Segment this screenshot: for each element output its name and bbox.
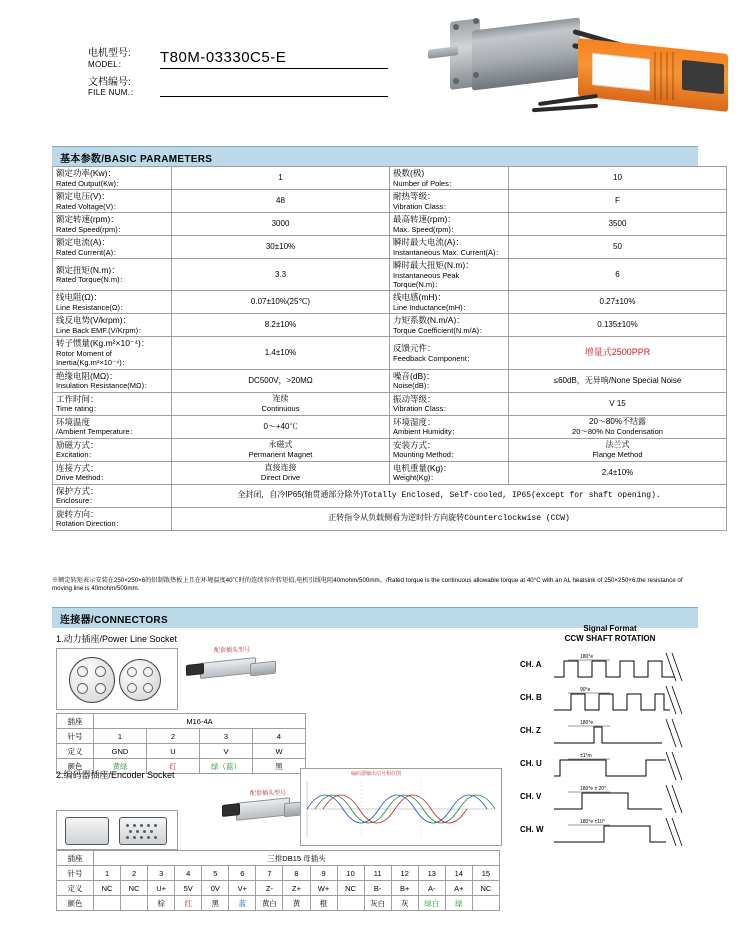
pin-color: 黄 [283, 896, 310, 911]
table-row [57, 896, 500, 911]
pin-number: 1 [94, 729, 147, 744]
param-value-right: V 15 [509, 392, 727, 415]
waveform-row [520, 816, 700, 849]
param-label-left: 转子惯量(Kg.m²×10⁻⁴)： Rotor Moment of Inertia(Kg.m²×10⁻⁴)： [53, 337, 172, 369]
encoder-socket-title: 2.编码器插座/Encoder Socket [56, 770, 175, 780]
param-label-left: 工作时间： Time rating： [53, 392, 172, 415]
pin-definition: NC [337, 881, 364, 896]
param-label-left: 线反电势(V/krpm)： Line Back EMF.(V/Krpm)： [53, 314, 172, 337]
param-label-right: 振动等级： Vibration Class： [390, 392, 509, 415]
driver-image [578, 46, 730, 124]
waveform-annotation: 180°e ± 20° [580, 785, 607, 792]
channel-label: CH. A [520, 659, 542, 669]
driver-fin [672, 52, 674, 100]
pin-color [121, 896, 148, 911]
param-value-right: 0.135±10% [509, 314, 727, 337]
pin-color: 蓝 [229, 896, 256, 911]
param-value-right: ≤60dB，无异响/None Special Noise [509, 369, 727, 392]
pin-definition: V [200, 744, 253, 759]
pin-color: 橙 [310, 896, 337, 911]
table-row [57, 881, 500, 896]
pin-number: 6 [229, 866, 256, 881]
signal-format-panel [520, 624, 700, 924]
pin-color: 绿白 [418, 896, 445, 911]
param-label-right: 线电感(mH)： Line Inductance(mH)： [390, 291, 509, 314]
table-row [57, 744, 306, 759]
param-value-left: 48 [172, 190, 390, 213]
param-value-right: 6 [509, 259, 727, 291]
pin-definition: 5V [175, 881, 202, 896]
waveform-annotation: 90°e [580, 686, 591, 693]
signal-format-title [520, 624, 700, 645]
pin-color: 棕 [148, 896, 175, 911]
table-row [53, 507, 727, 530]
driver-connector [682, 60, 724, 94]
pin-number: 3 [148, 866, 175, 881]
pin-definition: W+ [310, 881, 337, 896]
param-label-right: 力矩系数(N.m/A)： Torque Coefficient(N.m/A)： [390, 314, 509, 337]
socket-face [69, 657, 115, 703]
driver-fin [654, 52, 656, 100]
waveform-annotation: 180°e [580, 653, 594, 660]
param-label-right: 噪音(dB)： Noise(dB)： [390, 369, 509, 392]
param-value-left: 30±10% [172, 236, 390, 259]
db15-socket-left [65, 817, 109, 845]
doc-label-cn: 文档编号: [88, 76, 131, 88]
table-row [53, 392, 727, 415]
param-label-left: 保护方式： Enclosure： [53, 484, 172, 507]
pin-color: 黄绿 [94, 759, 147, 774]
table-row [53, 236, 727, 259]
model-value: T80M-03330C5-E [160, 50, 388, 69]
power-plug-nut [250, 661, 276, 677]
flange-hole [453, 78, 459, 84]
table-row [53, 213, 727, 236]
motor-image [422, 8, 592, 104]
param-label-right: 最高转速(rpm)： Max. Speed(rpm)： [390, 213, 509, 236]
footnote: ※额定转矩表示安装在250×250×6的铝制散热板上且在环境温度40℃时的连续容许转矩值,电机引线电阻40mohm/500mm。/Rated torque is the continuous allowable torque at 40°C with an AL heatsink of 250×250×6,the resistance of moving line is 40mohm/500mm. [52, 577, 683, 593]
table-row [57, 866, 500, 881]
param-value-left: 8.2±10% [172, 314, 390, 337]
param-label-right: 环境湿度： Ambient Humidity： [390, 415, 509, 438]
signal-format-line2: CCW SHAFT ROTATION [564, 634, 656, 644]
table-row [57, 714, 306, 729]
socket-pin [77, 666, 88, 677]
table-row [53, 415, 727, 438]
socket-label: 插座 [57, 851, 94, 866]
pin-color: 绿（蓝） [200, 759, 253, 774]
signal-format-line1: Signal Format [583, 624, 637, 633]
table-row [57, 729, 306, 744]
pin-color [337, 896, 364, 911]
param-value-left: 连续 Continuous [172, 392, 390, 415]
pin-definition: NC [121, 881, 148, 896]
pin-number: 2 [147, 729, 200, 744]
param-label-left: 励磁方式： Excitation： [53, 438, 172, 461]
waveform-row [520, 783, 700, 816]
pin-number: 13 [418, 866, 445, 881]
pin-color: 绿 [445, 896, 472, 911]
encoder-table [56, 850, 500, 911]
pin-definition: V+ [229, 881, 256, 896]
param-value-left: 0～+40℃ [172, 415, 390, 438]
pin-number: 14 [445, 866, 472, 881]
waveform-row [520, 651, 700, 684]
model-label-cn: 电机型号: [88, 48, 131, 59]
socket-pin [127, 683, 137, 693]
param-label-left: 绝缘电阻(MΩ)： Insulation Resistance(MΩ)： [53, 369, 172, 392]
doc-label-en: FILE NUM.： [88, 88, 139, 98]
model-row [88, 48, 388, 69]
pin-definition: U [147, 744, 200, 759]
doc-value [160, 83, 388, 97]
param-value-right: 2.4±10% [509, 461, 727, 484]
param-label-left: 额定转速(rpm)： Rated Speed(rpm)： [53, 213, 172, 236]
param-label-left: 环境温度 /Ambient Temperature： [53, 415, 172, 438]
channel-waveform [554, 783, 684, 815]
param-value-left: 0.07±10%(25℃) [172, 291, 390, 314]
socket-pin [143, 667, 153, 677]
param-value-left: 直接连接 Direct Drive [172, 461, 390, 484]
param-label-right: 极数(极) Number of Poles： [390, 167, 509, 190]
model-label [88, 48, 160, 69]
socket-pin [95, 683, 106, 694]
param-label-right: 反馈元件： Feedback Component： [390, 337, 509, 369]
pin-color [94, 896, 121, 911]
pin-definition: W [253, 744, 306, 759]
encoder-plug-cable [222, 803, 240, 817]
channel-waveform [554, 717, 684, 749]
color-label: 颜色 [57, 759, 94, 774]
power-plug-note: 配套插头型号 [214, 648, 251, 654]
doc-row [88, 77, 388, 98]
flange-hole [473, 72, 479, 78]
pin-number: 10 [337, 866, 364, 881]
driver-panel [592, 53, 650, 91]
pin-color: 红 [175, 896, 202, 911]
param-value-right: 20～80%不结露 20～80% No Condensation [509, 415, 727, 438]
socket-pin [143, 683, 153, 693]
table-row [53, 484, 727, 507]
pin-color: 红 [147, 759, 200, 774]
color-label: 颜色 [57, 896, 94, 911]
pin-number: 5 [202, 866, 229, 881]
pin-definition: NC [472, 881, 499, 896]
encoder-plug-note: 配套插头型号 [250, 791, 287, 797]
socket-pin [77, 683, 88, 694]
param-value-left: DC500V，>20MΩ [172, 369, 390, 392]
pin-definition: 0V [202, 881, 229, 896]
param-label-right: 瞬时最大扭矩(N.m)： Instantaneous Peak Torque(N.m)： [390, 259, 509, 291]
param-value-wide: 全封闭，自冷IP65(轴贯通部分除外)Totally Enclosed, Self-cooled, IP65(except for shaft opening). [172, 484, 727, 507]
driver-fin [660, 52, 662, 100]
param-label-left: 额定电压(V)： Rated Voltage(V)： [53, 190, 172, 213]
channel-waveform [554, 651, 684, 683]
pin-number: 1 [94, 866, 121, 881]
channel-label: CH. W [520, 824, 544, 834]
param-value-left: 3000 [172, 213, 390, 236]
pin-definition: A- [418, 881, 445, 896]
socket-pin [127, 667, 137, 677]
definition-label: 定义 [57, 744, 94, 759]
power-model: M16-4A [94, 714, 306, 729]
param-value-right: 3500 [509, 213, 727, 236]
param-label-right: 安装方式： Mounting Method： [390, 438, 509, 461]
waveform-row [520, 717, 700, 750]
pin-definition: Z- [256, 881, 283, 896]
table-row [53, 369, 727, 392]
pin-definition: Z+ [283, 881, 310, 896]
pin-number: 2 [121, 866, 148, 881]
db15-socket-right [119, 817, 167, 845]
pin-color [472, 896, 499, 911]
pin-color: 黑 [253, 759, 306, 774]
section-basic-parameters [52, 146, 698, 167]
waveform-row [520, 750, 700, 783]
pin-number: 3 [200, 729, 253, 744]
power-plug-cable [186, 663, 204, 676]
pin-number: 11 [364, 866, 391, 881]
param-label-left: 连接方式： Drive Method： [53, 461, 172, 484]
encoder-plug-body [236, 797, 290, 821]
basic-parameters-table [52, 166, 727, 531]
param-label-right: 耐热等级： Vibration Class： [390, 190, 509, 213]
pin-color: 黑 [202, 896, 229, 911]
motor-body [472, 17, 580, 90]
waveform-annotation: 180°e [580, 719, 594, 726]
param-value-left: 1.4±10% [172, 337, 390, 369]
power-socket-title: 1.动力插座/Power Line Socket [56, 634, 178, 644]
page-header [0, 0, 750, 140]
param-label-left: 额定功率(Kw)： Rated Output(Kw)： [53, 167, 172, 190]
section-connectors-title: 连接器/CONNECTORS [60, 615, 168, 626]
encoder-model: 三排DB15 母插头 [94, 851, 500, 866]
param-label-left: 线电阻(Ω)： Line Resistance(Ω)： [53, 291, 172, 314]
param-value-right: 50 [509, 236, 727, 259]
pin-number: 7 [256, 866, 283, 881]
pin-definition: NC [94, 881, 121, 896]
table-row [53, 291, 727, 314]
table-row [53, 438, 727, 461]
param-value-right: 10 [509, 167, 727, 190]
table-row [53, 259, 727, 291]
pin-definition: U+ [148, 881, 175, 896]
param-label-right: 瞬时最大电流(A)： Instantaneous Max. Current(A)： [390, 236, 509, 259]
channel-waveform [554, 816, 684, 848]
channel-waveform [554, 750, 684, 782]
waveform-annotation: ±1°m [580, 752, 592, 759]
table-row [53, 461, 727, 484]
model-block [88, 48, 388, 99]
channel-label: CH. U [520, 758, 542, 768]
flange-hole [453, 24, 459, 30]
table-row [53, 167, 727, 190]
param-value-left: 3.3 [172, 259, 390, 291]
param-value-right: 法兰式 Flange Method [509, 438, 727, 461]
socket-pin [95, 666, 106, 677]
flange-hole [473, 18, 479, 24]
param-value-right: F [509, 190, 727, 213]
channel-waveform [554, 684, 684, 716]
power-line-table [56, 713, 306, 774]
param-value-right: 0.27±10% [509, 291, 727, 314]
table-row [53, 190, 727, 213]
pin-number: 4 [253, 729, 306, 744]
pin-definition: A+ [445, 881, 472, 896]
channel-label: CH. Z [520, 725, 541, 735]
param-value-wide: 正转指令从负载侧看为逆时针方向旋转Counterclockwise (CCW) [172, 507, 727, 530]
socket-face-2 [119, 659, 161, 701]
pin-color: 灰 [391, 896, 418, 911]
encoder-socket-drawing [56, 810, 178, 850]
pin-color: 灰白 [364, 896, 391, 911]
pin-number: 8 [283, 866, 310, 881]
param-value-left: 永磁式 Permanent Magnet [172, 438, 390, 461]
param-label-right: 电机重量(Kg)： Weight(Kg)： [390, 461, 509, 484]
pin-label: 针号 [57, 729, 94, 744]
table-row [57, 851, 500, 866]
pin-number: 12 [391, 866, 418, 881]
pin-label: 针号 [57, 866, 94, 881]
phase-chart-title: 编码器输出信号相位图 [351, 771, 402, 777]
channel-label: CH. B [520, 692, 542, 702]
waveform-annotation: 180°e ±10° [580, 818, 605, 825]
phase-chart-svg [301, 769, 499, 841]
waveform-row [520, 684, 700, 717]
param-value-left: 1 [172, 167, 390, 190]
section-basic-title: 基本参数/BASIC PARAMETERS [60, 154, 213, 165]
pin-definition: B+ [391, 881, 418, 896]
model-label-en: MODEL： [88, 59, 127, 69]
doc-label [88, 77, 160, 98]
table-row [53, 314, 727, 337]
table-row [53, 337, 727, 369]
channel-label: CH. V [520, 791, 542, 801]
pin-definition: B- [364, 881, 391, 896]
power-plug-body [200, 657, 256, 679]
pin-color: 黄白 [256, 896, 283, 911]
driver-fin [666, 52, 668, 100]
pin-number: 15 [472, 866, 499, 881]
param-label-left: 旋转方向： Rotation Direction： [53, 507, 172, 530]
param-value-right: 增量式2500PPR [509, 337, 727, 369]
param-label-left: 额定电流(A)： Rated Current(A)： [53, 236, 172, 259]
product-photo [412, 6, 742, 132]
pin-definition: GND [94, 744, 147, 759]
param-label-left: 额定扭矩(N.m)： Rated Torque(N.m)： [53, 259, 172, 291]
definition-label: 定义 [57, 881, 94, 896]
pin-number: 4 [175, 866, 202, 881]
socket-label: 插座 [57, 714, 94, 729]
encoder-phase-chart [300, 768, 502, 846]
power-socket-drawing [56, 648, 178, 710]
pin-number: 9 [310, 866, 337, 881]
